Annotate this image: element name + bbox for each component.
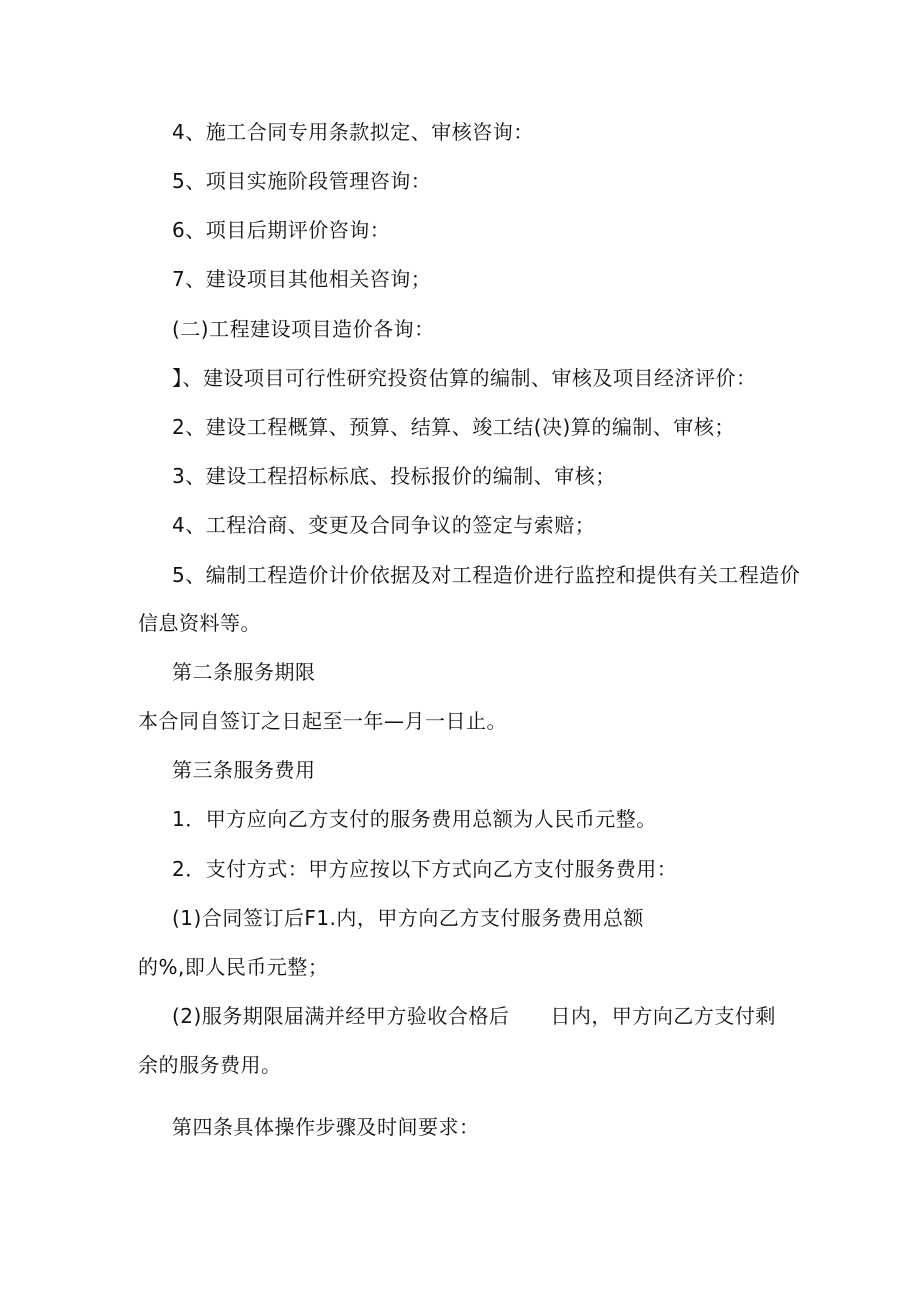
doc-line-15: 1．甲方应向乙方支付的服务费用总额为人民币元整。 — [172, 807, 657, 831]
doc-line-2: 5、项目实施阶段管理咨询： — [172, 169, 432, 193]
doc-line-6: 】、建设项目可行性研究投资估算的编制、审核及项目经济评价： — [172, 366, 757, 390]
doc-line-1: 4、施工合同专用条款拟定、审核咨询： — [172, 120, 534, 144]
doc-line-14: 第三条服务费用 — [172, 758, 316, 782]
doc-line-11: 信息资料等。 — [138, 611, 261, 635]
doc-line-9: 4、工程洽商、变更及合同争议的签定与索赔； — [172, 513, 596, 537]
doc-line-7: 2、建设工程概算、预算、结算、竣工结(决)算的编制、审核； — [172, 415, 735, 439]
doc-line-4: 7、建设项目其他相关咨询； — [172, 267, 432, 291]
doc-line-21: 第四条具体操作步骤及时间要求： — [172, 1115, 480, 1139]
doc-line-16: 2．支付方式：甲方应按以下方式向乙方支付服务费用： — [172, 857, 678, 881]
doc-line-20: 余的服务费用。 — [138, 1053, 282, 1077]
doc-line-19: (2)服务期限届满并经甲方验收合格后 日内，甲方向乙方支付剩 — [172, 1004, 776, 1028]
doc-line-12: 第二条服务期限 — [172, 660, 316, 684]
doc-line-8: 3、建设工程招标标底、投标报价的编制、审核； — [172, 464, 616, 488]
doc-line-5: (二)工程建设项目造价各询： — [172, 317, 435, 341]
doc-line-13: 本合同自签订之日起至一年—月一日止。 — [138, 709, 507, 733]
doc-line-18: 的%,即人民币元整； — [138, 955, 329, 979]
doc-line-3: 6、项目后期评价咨询： — [172, 218, 391, 242]
doc-line-17: (1)合同签订后F1.内，甲方向乙方支付服务费用总额 — [172, 906, 644, 930]
doc-line-10: 5、编制工程造价计价依据及对工程造价进行监控和提供有关工程造价 — [172, 563, 801, 587]
